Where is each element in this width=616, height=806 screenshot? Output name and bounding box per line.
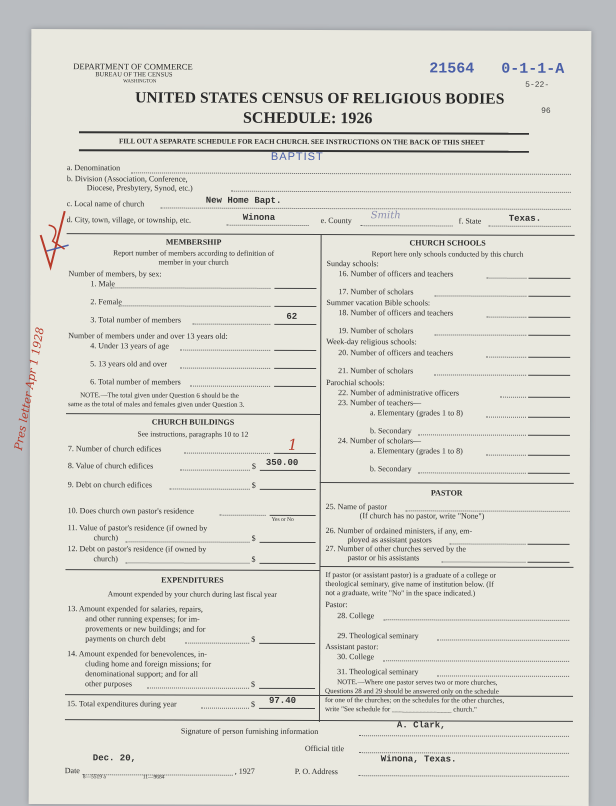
q26-label-1: 26. Number of ordained ministers, if any, em- (325, 526, 473, 536)
q29-line (437, 639, 569, 640)
q23b-answer-line (528, 435, 570, 436)
q10-answer-line (270, 515, 316, 516)
q9-dollar: $ (251, 480, 256, 490)
q17-answer-line (528, 296, 570, 297)
washington-label: WASHINGTON (123, 79, 157, 85)
sunday-label: Sunday schools: (326, 259, 379, 269)
header-rule (79, 131, 529, 135)
q14-label-1: 14. Amount expended for benevolences, in- (67, 649, 207, 659)
q19-answer-line (528, 335, 570, 336)
parochial-label: Parochial schools: (326, 378, 385, 388)
q18-dots (486, 317, 526, 318)
q29-label: 29. Theological seminary (337, 631, 419, 641)
q8-dots (180, 470, 250, 471)
q2-dots (118, 305, 270, 307)
q15-dollar: $ (250, 699, 256, 709)
q23a-dots (486, 417, 526, 418)
state-value: Texas. (508, 213, 542, 224)
grad-text-3: not a graduate, write "No" in the space indicated.) (325, 588, 476, 598)
form-code-1: 8—5519 a (82, 774, 106, 781)
q4-label: 4. Under 13 years of age (90, 341, 169, 351)
q6-label: 6. Total number of members (90, 377, 181, 387)
q19-dots (434, 334, 526, 335)
division-line (231, 191, 571, 193)
q21-answer-line (528, 375, 570, 376)
po-line (359, 775, 569, 777)
q16-dots (486, 278, 526, 279)
q3-answer-line (274, 324, 316, 325)
q21-dots (434, 374, 526, 375)
yes-no-label: Yes or No (271, 516, 294, 523)
membership-note-1: NOTE.—The total given under Question 6 should be the (80, 391, 239, 400)
note-date: 5-22- (525, 80, 550, 90)
q12-dollar: $ (251, 554, 256, 564)
q23-label: 23. Number of teachers— (338, 398, 422, 408)
pastor-note-3: for one of the churches; on the schedules for the other churches, (324, 696, 505, 705)
q26-answer-line (528, 544, 570, 545)
q15-dots (201, 708, 249, 709)
q25-label: 25. Name of pastor (325, 502, 388, 512)
q1-answer-line (274, 288, 316, 289)
note-number: 96 (541, 106, 551, 116)
pastor-title: PASTOR (430, 488, 463, 498)
city-line (227, 225, 309, 226)
q18-label: 18. Number of officers and teachers (338, 308, 454, 318)
q14-label-3: denominational support; and for all (85, 669, 198, 679)
q16-label: 16. Number of officers and teachers (338, 269, 454, 279)
q9-label: 9. Debt on church edifices (67, 480, 152, 490)
q11-dots (126, 541, 250, 542)
q14-label-2: cluding home and foreign missions; for (85, 659, 212, 669)
schools-sub: Report here only schools conducted by this church (371, 249, 524, 259)
q13-label-4: payments on church debt (85, 634, 166, 644)
q13-label-2: and other running expenses; for im- (85, 614, 200, 624)
q21-label: 21. Number of scholars (338, 366, 414, 376)
q27-label-2: pastor or his assistants (347, 553, 420, 563)
county-line (361, 225, 453, 226)
q17-label: 17. Number of scholars (338, 287, 414, 297)
q27-answer-line (527, 562, 569, 563)
signature-label: Signature of person furnishing information (180, 726, 319, 737)
q18-answer-line (528, 317, 570, 318)
q13-label-1: 13. Amount expended for salaries, repairs, (67, 604, 203, 614)
q24a-dots (486, 455, 526, 456)
age-head-label: Number of members under and over 13 years old: (68, 331, 228, 341)
q14-answer-line (259, 688, 315, 689)
po-value: Winona, Texas. (380, 754, 457, 765)
q26-label-2: ployed as assistant pastors (347, 535, 432, 545)
official-title-label: Official title (304, 743, 345, 754)
q12-answer-line (259, 563, 315, 564)
q24b-answer-line (528, 473, 570, 474)
q5-dots (180, 368, 270, 369)
margin-note: Pres letter Apr 1 1928 (11, 326, 47, 452)
q24b-label: b. Secondary (369, 464, 412, 474)
year-label: , 1927 (234, 766, 255, 776)
signature-line (359, 735, 569, 737)
church-name-value: New Home Bapt. (205, 195, 282, 206)
check-mark-icon (34, 205, 70, 275)
buildings-rule (66, 413, 320, 415)
q11-dollar: $ (251, 533, 256, 543)
q8-value: 350.00 (265, 457, 299, 468)
q5-label: 5. 13 years old and over (90, 359, 168, 369)
division-label-2: Diocese, Presbytery, Synod, etc.) (86, 183, 193, 193)
q12-dots (125, 562, 249, 563)
census-form (11, 29, 592, 806)
membership-title: MEMBERSHIP (165, 237, 222, 247)
q15-label: 15. Total expenditures during year (66, 699, 177, 709)
q2-label: 2. Female (90, 297, 122, 307)
q24b-dots (418, 472, 526, 473)
q14-dots (147, 687, 249, 688)
q28-line (383, 619, 569, 621)
church-name-label: c. Local name of church (66, 199, 145, 209)
q24a-answer-line (528, 455, 570, 456)
weekday-label: Week-day religious schools: (326, 337, 417, 347)
pastor-rule (320, 482, 574, 484)
q31-line (437, 675, 569, 676)
q24a-label: a. Elementary (grades 1 to 8) (369, 446, 463, 456)
q14-dollar: $ (251, 679, 256, 689)
q13-dots (185, 643, 249, 644)
q30-line (383, 660, 569, 662)
q31-label: 31. Theological seminary (337, 667, 419, 677)
q1-label: 1. Male (90, 279, 115, 289)
q12-label-1: 12. Debt on pastor's residence (if owned by (67, 544, 207, 554)
signature-value: A. Clark, (396, 720, 446, 731)
q23b-label: b. Secondary (369, 426, 412, 436)
stamp-code: 0-1-1-A (501, 60, 565, 78)
department-label: DEPARTMENT OF COMMERCE (73, 61, 193, 72)
q23b-dots (418, 434, 526, 435)
q25-note: (If church has no pastor, write "None") (359, 511, 485, 521)
q24-label: 24. Number of scholars— (337, 436, 422, 446)
denomination-value: BAPTIST (270, 150, 324, 164)
q23a-label: a. Elementary (grades 1 to 8) (370, 408, 463, 418)
denomination-label: a. Denomination (66, 163, 121, 173)
city-value: Winona (242, 212, 276, 223)
q14-label-4: other purposes (85, 679, 132, 689)
summer-label: Summer vacation Bible schools: (326, 298, 431, 308)
grad-rule (319, 566, 573, 568)
membership-sub-1: Report number of members according to definition of (113, 248, 275, 258)
pastor-note-4: write "See schedule for _________________ church." (324, 705, 477, 714)
q7-value: 1 (287, 435, 298, 454)
q8-dollar: $ (251, 461, 256, 471)
state-line (489, 226, 571, 227)
q6-answer-line (274, 386, 316, 387)
q19-label: 19. Number of scholars (338, 326, 414, 336)
q12-label-2: church) (93, 554, 118, 564)
q11-answer-line (260, 542, 316, 543)
q17-dots (434, 295, 526, 296)
q22-answer-line (528, 397, 570, 398)
instructions-line: FILL OUT A SEPARATE SCHEDULE FOR EACH CHURCH. SEE INSTRUCTIONS ON THE BACK OF THIS SHEET (118, 137, 485, 147)
county-label: e. County (320, 216, 352, 226)
q28-label: 28. College (337, 611, 375, 621)
buildings-title: CHURCH BUILDINGS (151, 417, 235, 427)
expenditures-rule (65, 569, 319, 571)
membership-note-2: same as the total of males and females given under Question 3. (68, 400, 245, 409)
q23a-answer-line (528, 417, 570, 418)
q10-dots (220, 515, 266, 516)
q22-dots (500, 397, 526, 398)
schools-title: CHURCH SCHOOLS (409, 238, 486, 248)
grad-text-1: If pastor (or assistant pastor) is a graduate of a college or (325, 570, 497, 580)
q30-label: 30. College (337, 652, 375, 662)
q8-answer-line (260, 470, 316, 471)
date-value: Dec. 20, (92, 753, 137, 764)
q3-label: 3. Total number of members (90, 315, 181, 325)
expenditures-sub: Amount expended by your church during last fiscal year (107, 589, 277, 599)
q8-label: 8. Value of church edifices (67, 461, 154, 471)
q20-label: 20. Number of officers and teachers (338, 348, 454, 358)
q10-label: 10. Does church own pastor's residence (67, 506, 194, 516)
q9-answer-line (260, 489, 316, 490)
buildings-sub: See instructions, paragraphs 10 to 12 (137, 429, 249, 439)
pastor-sub-label: Pastor: (325, 600, 348, 610)
q5-answer-line (274, 368, 316, 369)
stamp-number: 21564 (429, 60, 475, 78)
q11-label-1: 11. Value of pastor's residence (if owned by (67, 523, 208, 533)
state-label: f. State (458, 216, 482, 226)
city-label: d. City, town, village, or township, etc. (66, 215, 192, 225)
q2-answer-line (274, 306, 316, 307)
q11-label-2: church) (93, 533, 119, 543)
q15-value: 97.40 (268, 695, 297, 706)
grad-text-2: theological seminary, give name of institution below. (If (325, 579, 494, 589)
q1-dots (110, 287, 270, 289)
q7-dots (184, 453, 270, 454)
q20-answer-line (528, 357, 570, 358)
q13-label-3: provements or new buildings; and for (85, 624, 206, 634)
membership-sub-2: member in your church (158, 257, 229, 267)
q9-dots (170, 489, 250, 490)
q27-dots (441, 561, 525, 562)
q7-label: 7. Number of church edifices (67, 444, 162, 454)
center-divider (319, 234, 322, 722)
pastor-note-1: NOTE.—Where one pastor serves two or more churches, (337, 678, 498, 687)
division-label: b. Division (Association, Conference, (66, 174, 188, 184)
q15-answer-line (259, 708, 315, 709)
bureau-label: BUREAU OF THE CENSUS (95, 71, 173, 79)
denomination-line (131, 172, 571, 175)
date-label: Date (64, 766, 80, 776)
church-name-line (161, 207, 571, 209)
assistant-label: Assistant pastor: (325, 642, 379, 652)
q13-answer-line (259, 643, 315, 644)
q4-answer-line (274, 350, 316, 351)
q3-dots (192, 324, 270, 325)
q13-dollar: $ (251, 634, 256, 644)
q16-answer-line (528, 278, 570, 279)
expenditures-title: EXPENDITURES (161, 575, 224, 585)
q6-dots (190, 386, 270, 387)
county-value: Smith (370, 210, 401, 222)
pastor-note-2: Questions 28 and 29 should be answered only on the schedule (325, 687, 499, 696)
schedule-title: SCHEDULE: 1926 (243, 109, 373, 128)
q27-label-1: 27. Number of other churches served by the (325, 544, 466, 554)
q22-label: 22. Number of administrative officers (338, 388, 460, 398)
q4-dots (180, 350, 270, 351)
form-code-2: 11—9684 (142, 774, 165, 781)
q20-dots (486, 357, 526, 358)
q3-value: 62 (286, 311, 298, 322)
form-title: UNITED STATES CENSUS OF RELIGIOUS BODIES (135, 89, 505, 108)
members-by-sex-label: Number of members, by sex: (68, 269, 162, 279)
po-label: P. O. Address (294, 766, 338, 777)
